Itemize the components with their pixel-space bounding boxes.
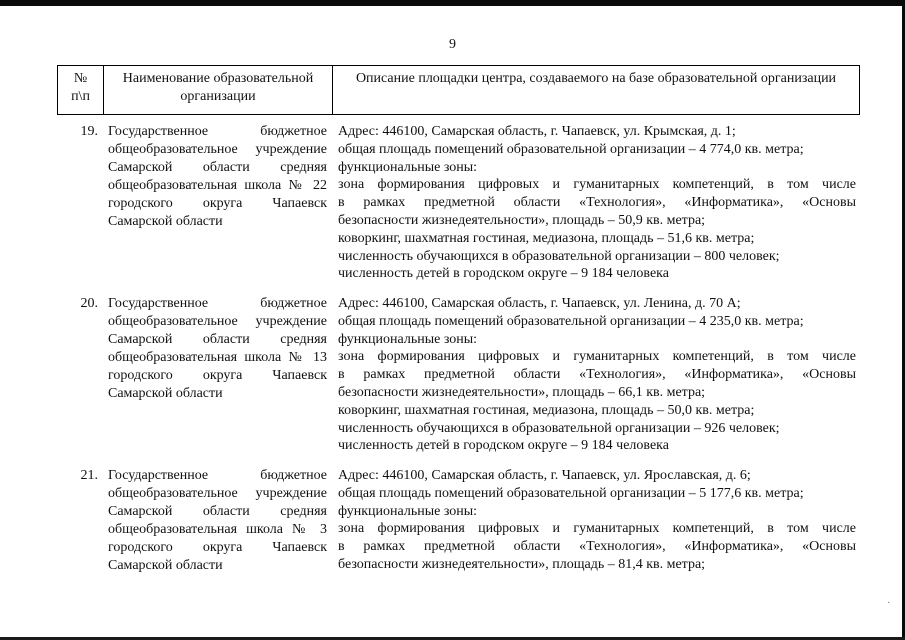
scan-speck: ·: [887, 598, 891, 609]
desc-line: безопасности жизнедеятельности», площадь – 66,1 кв. метра;: [338, 384, 706, 400]
desc-line: зона формирования цифровых и гуманитарных компетенций, в том числе: [338, 521, 856, 537]
desc-line: Адрес: 446100, Самарская область, г. Чапаевск, ул. Ленина, д. 70 А;: [338, 296, 741, 311]
header-right-rule: [859, 65, 860, 115]
header-num-line: п\п: [71, 89, 90, 104]
org-line: общеобразовательное учреждение: [108, 314, 327, 329]
row-number: 21.: [80, 468, 98, 483]
org-line: Государственное бюджетное: [108, 124, 327, 139]
org-line: городского округа Чапаевск: [108, 196, 327, 211]
desc-line: коворкинг, шахматная гостиная, медиазона, площадь – 51,6 кв. метра;: [338, 230, 755, 246]
org-line: Самарской области средняя: [108, 160, 327, 175]
desc-line: функциональные зоны:: [338, 159, 478, 175]
desc-line: Адрес: 446100, Самарская область, г. Чапаевск, ул. Ярославская, д. 6;: [338, 468, 751, 483]
row-number: 19.: [80, 124, 98, 139]
row-number: 20.: [80, 296, 98, 311]
header-bottom-rule: [57, 114, 860, 115]
desc-line: общая площадь помещений образовательной организации – 4 774,0 кв. метра;: [338, 141, 804, 157]
desc-line: численность детей в городском округе – 9 184 человека: [338, 266, 669, 282]
scan-top-border: [0, 0, 905, 6]
desc-line: зона формирования цифровых и гуманитарных компетенций, в том числе: [338, 177, 856, 193]
header-org: [104, 70, 332, 106]
desc-line: численность детей в городском округе – 9 184 человека: [338, 438, 669, 454]
org-line: Государственное бюджетное: [108, 296, 327, 311]
header-org-line: организации: [180, 89, 256, 104]
desc-line: в рамках предметной области «Технология», «Информатика», «Основы: [338, 367, 856, 383]
header-num: [58, 70, 103, 106]
desc-line: безопасности жизнедеятельности», площадь – 81,4 кв. метра;: [338, 556, 706, 572]
site-description: [338, 123, 856, 283]
desc-line: зона формирования цифровых и гуманитарных компетенций, в том числе: [338, 349, 856, 365]
org-line: Самарской области средняя: [108, 504, 327, 519]
desc-line: численность обучающихся в образовательной организации – 926 человек;: [338, 420, 780, 436]
desc-line: общая площадь помещений образовательной организации – 4 235,0 кв. метра;: [338, 313, 804, 329]
org-line: городского округа Чапаевск: [108, 540, 327, 555]
header-top-rule: [57, 65, 860, 66]
desc-line: в рамках предметной области «Технология», «Информатика», «Основы: [338, 195, 856, 211]
header-desc-line: Описание площадки центра, создаваемого на базе образовательной организации: [355, 71, 837, 86]
desc-line: Адрес: 446100, Самарская область, г. Чапаевск, ул. Крымская, д. 1;: [338, 124, 736, 139]
org-line: общеобразовательная школа № 22: [108, 178, 327, 193]
org-line: Самарской области: [108, 214, 223, 229]
org-name: [108, 467, 327, 575]
org-line: общеобразовательная школа № 3: [108, 522, 327, 537]
desc-line: функциональные зоны:: [338, 331, 478, 347]
org-line: Самарской области: [108, 558, 223, 573]
org-line: общеобразовательное учреждение: [108, 142, 327, 157]
org-name: [108, 295, 327, 403]
site-description: [338, 295, 856, 455]
org-line: общеобразовательная школа № 13: [108, 350, 327, 365]
org-name: [108, 123, 327, 231]
org-line: Государственное бюджетное: [108, 468, 327, 483]
header-org-line: Наименование образовательной: [122, 71, 314, 86]
org-line: Самарской области средняя: [108, 332, 327, 347]
site-description: [338, 467, 856, 574]
desc-line: численность обучающихся в образовательной организации – 800 человек;: [338, 248, 780, 264]
header-num-line: №: [73, 71, 88, 86]
desc-line: безопасности жизнедеятельности», площадь – 50,9 кв. метра;: [338, 212, 706, 228]
desc-line: в рамках предметной области «Технология», «Информатика», «Основы: [338, 539, 856, 555]
page-number: 9: [449, 37, 456, 52]
header-desc: [333, 70, 859, 88]
desc-line: коворкинг, шахматная гостиная, медиазона, площадь – 50,0 кв. метра;: [338, 402, 755, 418]
desc-line: функциональные зоны:: [338, 503, 478, 519]
org-line: городского округа Чапаевск: [108, 368, 327, 383]
desc-line: общая площадь помещений образовательной организации – 5 177,6 кв. метра;: [338, 485, 804, 501]
org-line: общеобразовательное учреждение: [108, 486, 327, 501]
org-line: Самарской области: [108, 386, 223, 401]
